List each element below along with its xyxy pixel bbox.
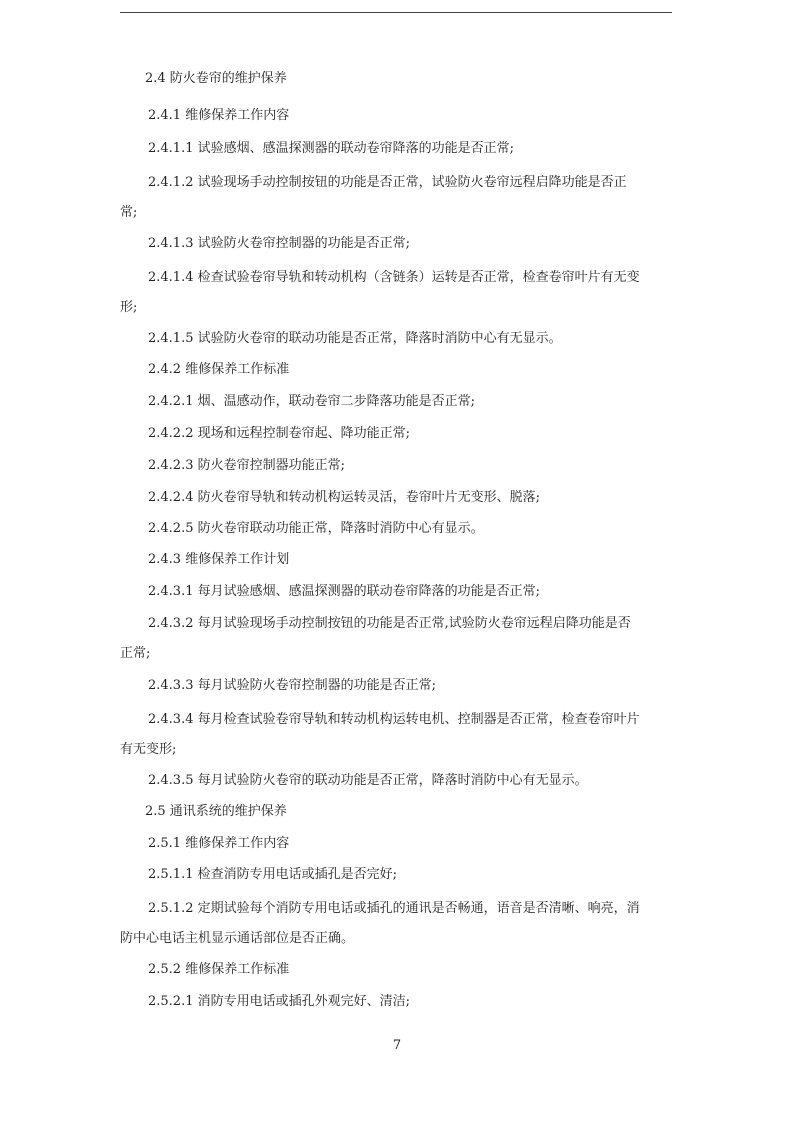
text-line: 2.4.2.3 防火卷帘控制器功能正常; — [148, 458, 345, 473]
text-line: 2.5.2.1 消防专用电话或插孔外观完好、清洁; — [148, 994, 410, 1009]
header-rule — [120, 12, 672, 13]
text-line: 2.4.2.2 现场和远程控制卷帘起、降功能正常; — [148, 426, 410, 441]
text-line: 2.5.1.2 定期试验每个消防专用电话或插孔的通讯是否畅通，语音是否清晰、响亮，消 — [148, 901, 640, 916]
text-line: 形; — [120, 300, 138, 315]
section-heading: 2.4 防火卷帘的维护保养 — [145, 71, 287, 86]
subsection-heading: 2.5.1 维修保养工作内容 — [148, 836, 290, 851]
text-line: 2.4.3.1 每月试验感烟、感温探测器的联动卷帘降落的功能是否正常; — [148, 584, 540, 599]
text-line: 2.4.1.1 试验感烟、感温探测器的联动卷帘降落的功能是否正常; — [148, 141, 514, 156]
page-number: 7 — [392, 1038, 402, 1053]
text-line: 2.4.1.3 试验防火卷帘控制器的功能是否正常; — [148, 236, 410, 251]
text-line: 正常; — [120, 646, 151, 661]
section-heading: 2.5 通讯系统的维护保养 — [145, 804, 287, 819]
text-line: 2.5.1.1 检查消防专用电话或插孔是否完好; — [148, 867, 397, 882]
subsection-heading: 2.5.2 维修保养工作标准 — [148, 962, 290, 977]
subsection-heading: 2.4.3 维修保养工作计划 — [148, 552, 290, 567]
text-line: 2.4.1.4 检查试验卷帘导轨和转动机构（含链条）运转是否正常，检查卷帘叶片有无变 — [148, 270, 640, 285]
text-line: 防中心电话主机显示通话部位是否正确。 — [120, 931, 355, 946]
text-line: 2.4.2.5 防火卷帘联动功能正常，降落时消防中心有显示。 — [148, 521, 484, 536]
text-line: 2.4.2.4 防火卷帘导轨和转动机构运转灵活，卷帘叶片无变形、脱落; — [148, 490, 540, 505]
text-line: 2.4.3.2 每月试验现场手动控制按钮的功能是否正常,试验防火卷帘远程启降功能是否 — [148, 616, 631, 631]
text-line: 2.4.1.5 试验防火卷帘的联动功能是否正常，降落时消防中心有无显示。 — [148, 331, 562, 346]
text-line: 2.4.2.1 烟、温感动作，联动卷帘二步降落功能是否正常; — [148, 394, 475, 409]
text-line: 2.4.3.3 每月试验防火卷帘控制器的功能是否正常; — [148, 678, 436, 693]
text-line: 有无变形; — [120, 742, 177, 757]
text-line: 常; — [120, 205, 138, 220]
text-line: 2.4.3.4 每月检查试验卷帘导轨和转动机构运转电机、控制器是否正常，检查卷帘叶片 — [148, 712, 640, 727]
subsection-heading: 2.4.2 维修保养工作标准 — [148, 362, 290, 377]
subsection-heading: 2.4.1 维修保养工作内容 — [148, 108, 290, 123]
text-line: 2.4.1.2 试验现场手动控制按钮的功能是否正常，试验防火卷帘远程启降功能是否正 — [148, 175, 627, 190]
text-line: 2.4.3.5 每月试验防火卷帘的联动功能是否正常，降落时消防中心有无显示。 — [148, 773, 588, 788]
